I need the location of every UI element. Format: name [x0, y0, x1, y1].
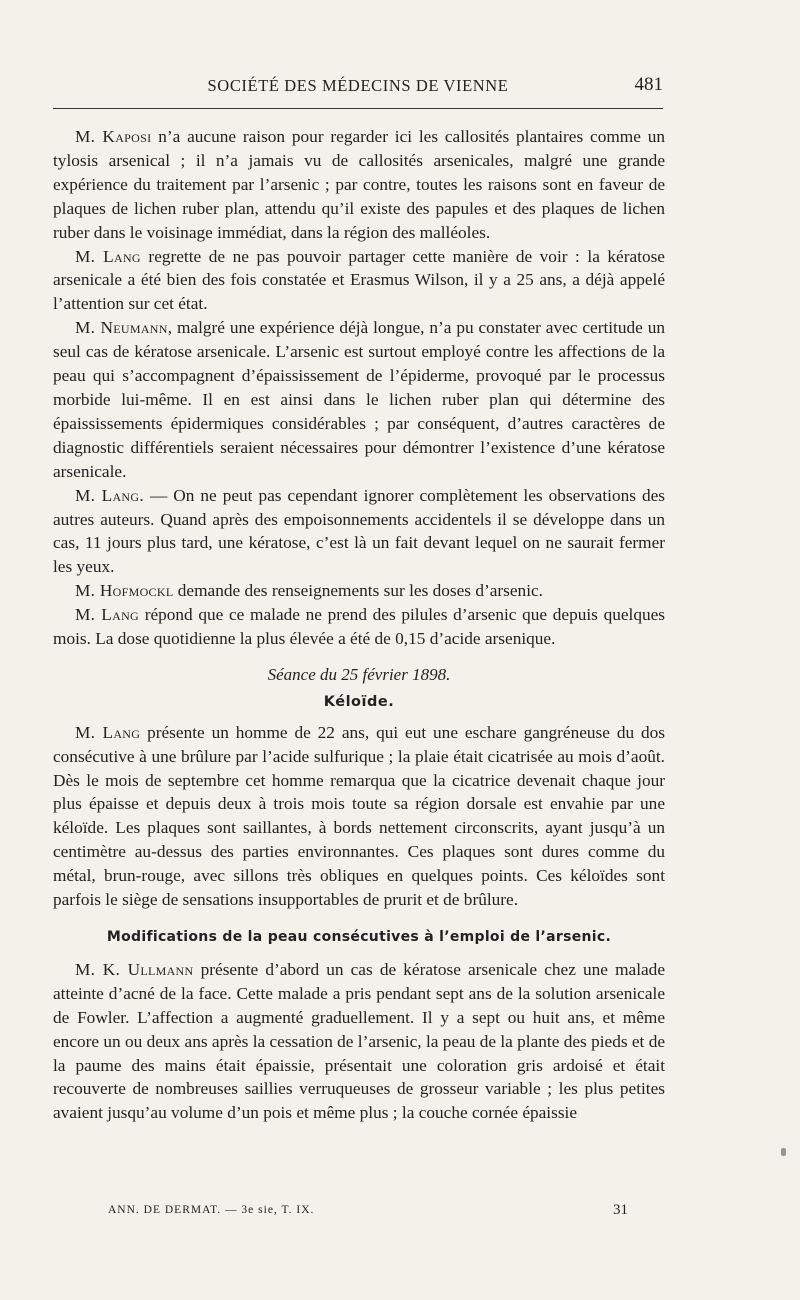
running-head [53, 76, 663, 100]
paragraph-lang-2 [53, 484, 665, 580]
paragraph-keloid [53, 721, 665, 912]
article-body [53, 125, 665, 1125]
speaker-name: M. Neumann [75, 318, 168, 338]
paragraph-hofmockl [53, 579, 665, 603]
paragraph-lang-3 [53, 603, 665, 651]
paragraph-text: — On ne peut pas cependant ignorer complètement les observations des autres auteurs. Quand après des empoisonnements accidentels il se développe dans un cas, 11 jours plus tard, une kératose, c’est là un fait devant lequel on ne saurait fermer les yeux. [53, 485, 666, 577]
speaker-name: M. Lang [75, 722, 141, 742]
paragraph-kaposi [53, 125, 665, 245]
paragraph-text: , malgré une expérience déjà longue, n’a pu constater avec certitude un seul cas de kératose arsenicale. L’arsenic est surtout employé contre les affections de la peau qui s’accompagnent d’épaississement de l’épiderme, provoqué par le processus morbide lui-même. Il en est ainsi dans le lichen ruber plan qui détermine des épaississements épidermiques considérables ; par conséquent, d’autres caractères de diagnostic différentiels seraient nécessaires pour démontrer l’existence d’une kératose arsenicale. [53, 318, 665, 481]
paragraph-text: n’a aucune raison pour regarder ici les callosités plantaires comme un tylosis arsenical ; il n’a jamais vu de callosités arsenicales, malgré une grande expérience du traitement par l’arsenic ; par contre, toutes les raisons sont en faveur de plaques de lichen ruber plan, attendu qu’il existe des papules et des plaques de lichen ruber dans le voisinage immédiat, dans la région des malléoles. [53, 127, 665, 242]
page-footer [108, 1204, 628, 1224]
section-heading-arsenic: Modifications de la peau consécutives à l’emploi de l’arsenic. [106, 929, 612, 945]
section-heading-keloid: Kéloïde. [323, 693, 395, 710]
paragraph-text: présente un homme de 22 ans, qui eut une eschare gangréneuse du dos consécutive à une brûlure par l’acide sulfurique ; la plaie était cicatrisée au mois d’août. Dès le mois de septembre cet homme remarqua que la cicatrice devenait chaque jour plus épaisse et depuis deux à trois mois toute sa région dorsale est envahie par une kéloïde. Les plaques sont saillantes, à bords nettement circonscrits, ayant jusqu’à un centimètre au-dessus des parties environnantes. Ces plaques sont dures comme du métal, brun-rouge, avec sillons très obliques en quelques points. Ces kéloïdes sont parfois le siège de sensations insupportables de prurit et de brûlure. [53, 722, 665, 910]
paragraph-lang-1 [53, 245, 665, 317]
page-number: 481 [634, 74, 663, 95]
speaker-name: M. Lang [75, 246, 141, 266]
speaker-name: M. K. Ullmann [75, 959, 194, 979]
signature-number: 31 [613, 1202, 628, 1218]
paragraph-ullmann [53, 958, 665, 1125]
paragraph-text: répond que ce malade ne prend des pilules d’arsenic que depuis quelques mois. La dose quotidienne la plus élevée a été de 0,15 d’acide arsenique. [53, 605, 665, 649]
speaker-name: M. Lang. [75, 485, 144, 505]
header-rule [53, 108, 663, 109]
speaker-name: M. Hofmockl [75, 581, 174, 601]
paragraph-neumann [53, 316, 665, 483]
speaker-name: M. Lang [75, 605, 140, 625]
journal-title: SOCIÉTÉ DES MÉDECINS DE VIENNE [207, 76, 509, 95]
paragraph-text: présente d’abord un cas de kératose arsenicale chez une malade atteinte d’acné de la face. Cette malade a pris pendant sept ans de la solution arsenicale de Fowler. L’affection a augmenté graduellement. Il y a sept ou huit ans, et même encore un ou deux ans après la cessation de l’arsenic, la peau de la plante des pieds et de la paume des mains était épaissie, présentait une coloration gris ardoisé et était recouverte de nombreuses saillies verruqueuses de grosseur variable ; les plus petites avaient jusqu’au volume d’un pois et même plus ; la couche cornée épaissie [53, 959, 665, 1123]
paragraph-text: demande des renseignements sur les doses d’arsenic. [173, 581, 543, 601]
speaker-name: M. Kaposi [75, 127, 152, 146]
margin-speck [781, 1148, 786, 1156]
paragraph-text: regrette de ne pas pouvoir partager cette manière de voir : la kératose arsenicale a été bien des fois constatée et Erasmus Wilson, il y a 25 ans, a déjà appelé l’attention sur cet état. [53, 246, 665, 314]
session-title: Séance du 25 février 1898. [267, 664, 451, 684]
footer-signature: ANN. DE DERMAT. — 3e sie, T. IX. [108, 1204, 315, 1216]
